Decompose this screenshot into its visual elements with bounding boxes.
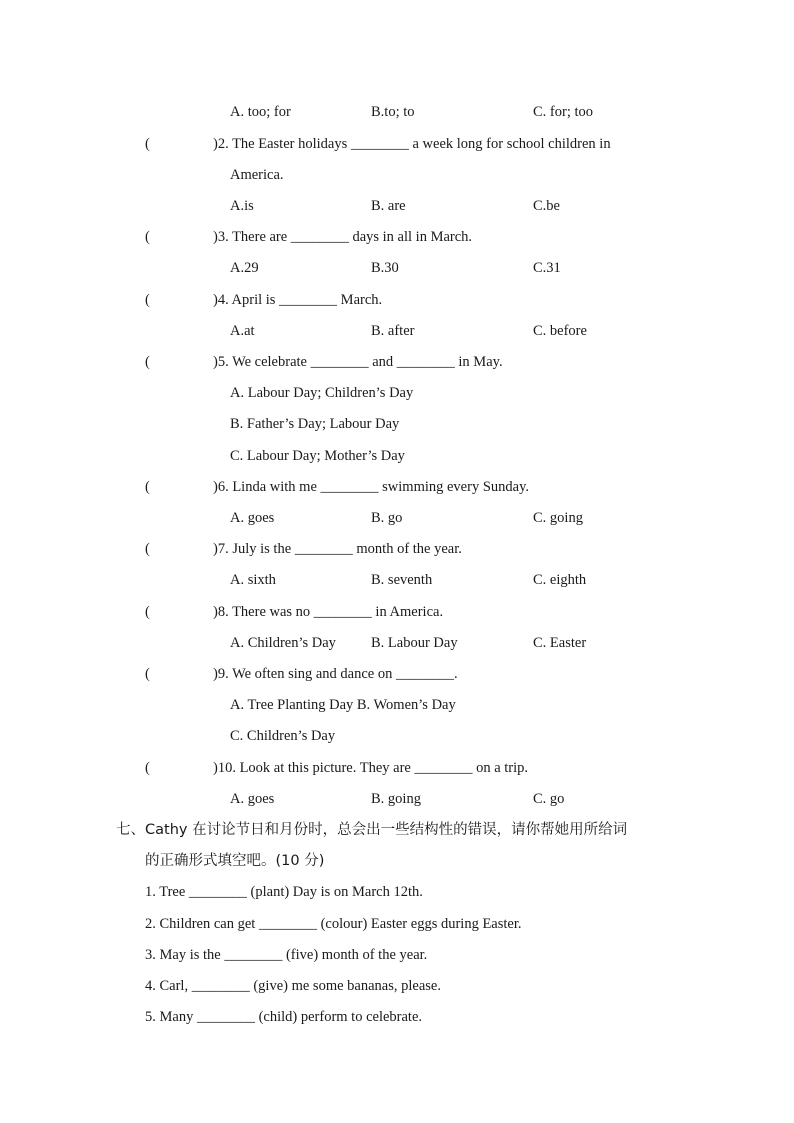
question-text: )3. There are ________ days in all in March. xyxy=(213,229,473,245)
option-b: B.to; to xyxy=(371,104,415,120)
option-c: C. before xyxy=(533,323,587,339)
fill-item-1: 1. Tree ________ (plant) Day is on March 12th. xyxy=(145,884,423,900)
option-c: C.31 xyxy=(533,260,561,276)
question-text: )5. We celebrate ________ and ________ in May. xyxy=(213,354,503,370)
question-text-continued: America. xyxy=(230,167,284,183)
option-a: A.at xyxy=(230,323,255,339)
option-a: A. goes xyxy=(230,510,275,526)
option-c: C. go xyxy=(533,791,565,807)
option-b: B. go xyxy=(371,510,403,526)
option-a-b: A. Tree Planting Day B. Women’s Day xyxy=(230,697,456,713)
option-b: B. Father’s Day; Labour Day xyxy=(230,416,400,432)
question-text: )8. There was no ________ in America. xyxy=(213,604,444,620)
option-c: C. Children’s Day xyxy=(230,728,336,744)
answer-paren[interactable]: ( xyxy=(145,760,150,776)
option-a: A. Labour Day; Children’s Day xyxy=(230,385,414,401)
option-a: A.is xyxy=(230,198,254,214)
option-a: A.29 xyxy=(230,260,259,276)
option-c: C. eighth xyxy=(533,572,587,588)
answer-paren[interactable]: ( xyxy=(145,666,150,682)
question-text: )6. Linda with me ________ swimming every Sunday. xyxy=(213,479,530,495)
option-b: B.30 xyxy=(371,260,399,276)
option-c: C. going xyxy=(533,510,583,526)
answer-paren[interactable]: ( xyxy=(145,136,150,152)
question-text: )10. Look at this picture. They are ________ on a trip. xyxy=(213,760,529,776)
answer-paren[interactable]: ( xyxy=(145,292,150,308)
section-heading: 七、Cathy 在讨论节日和月份时，总会出一些结构性的错误，请你帮她用所给词 xyxy=(116,822,628,838)
option-c: C. for; too xyxy=(533,104,594,120)
fill-item-3: 3. May is the ________ (five) month of the year. xyxy=(145,947,428,963)
answer-paren[interactable]: ( xyxy=(145,354,150,370)
question-text: )7. July is the ________ month of the year. xyxy=(213,541,462,557)
option-c: C. Labour Day; Mother’s Day xyxy=(230,448,405,464)
answer-paren[interactable]: ( xyxy=(145,604,150,620)
option-a: A. goes xyxy=(230,791,275,807)
answer-paren[interactable]: ( xyxy=(145,541,150,557)
option-b: B. after xyxy=(371,323,415,339)
option-a: A. sixth xyxy=(230,572,276,588)
fill-item-4: 4. Carl, ________ (give) me some bananas, please. xyxy=(145,978,441,994)
answer-paren[interactable]: ( xyxy=(145,479,150,495)
fill-item-2: 2. Children can get ________ (colour) Easter eggs during Easter. xyxy=(145,916,522,932)
option-b: B. going xyxy=(371,791,421,807)
option-b: B. Labour Day xyxy=(371,635,458,651)
option-c: C. Easter xyxy=(533,635,587,651)
fill-item-5: 5. Many ________ (child) perform to celebrate. xyxy=(145,1009,423,1025)
option-a: A. Children’s Day xyxy=(230,635,336,651)
answer-paren[interactable]: ( xyxy=(145,229,150,245)
option-b: B. seventh xyxy=(371,572,433,588)
option-c: C.be xyxy=(533,198,560,214)
question-text: )4. April is ________ March. xyxy=(213,292,383,308)
question-text: )9. We often sing and dance on ________. xyxy=(213,666,458,682)
section-heading-continued: 的正确形式填空吧。(10 分) xyxy=(145,853,325,869)
question-text: )2. The Easter holidays ________ a week long for school children in xyxy=(213,136,611,152)
option-b: B. are xyxy=(371,198,406,214)
option-a: A. too; for xyxy=(230,104,291,120)
